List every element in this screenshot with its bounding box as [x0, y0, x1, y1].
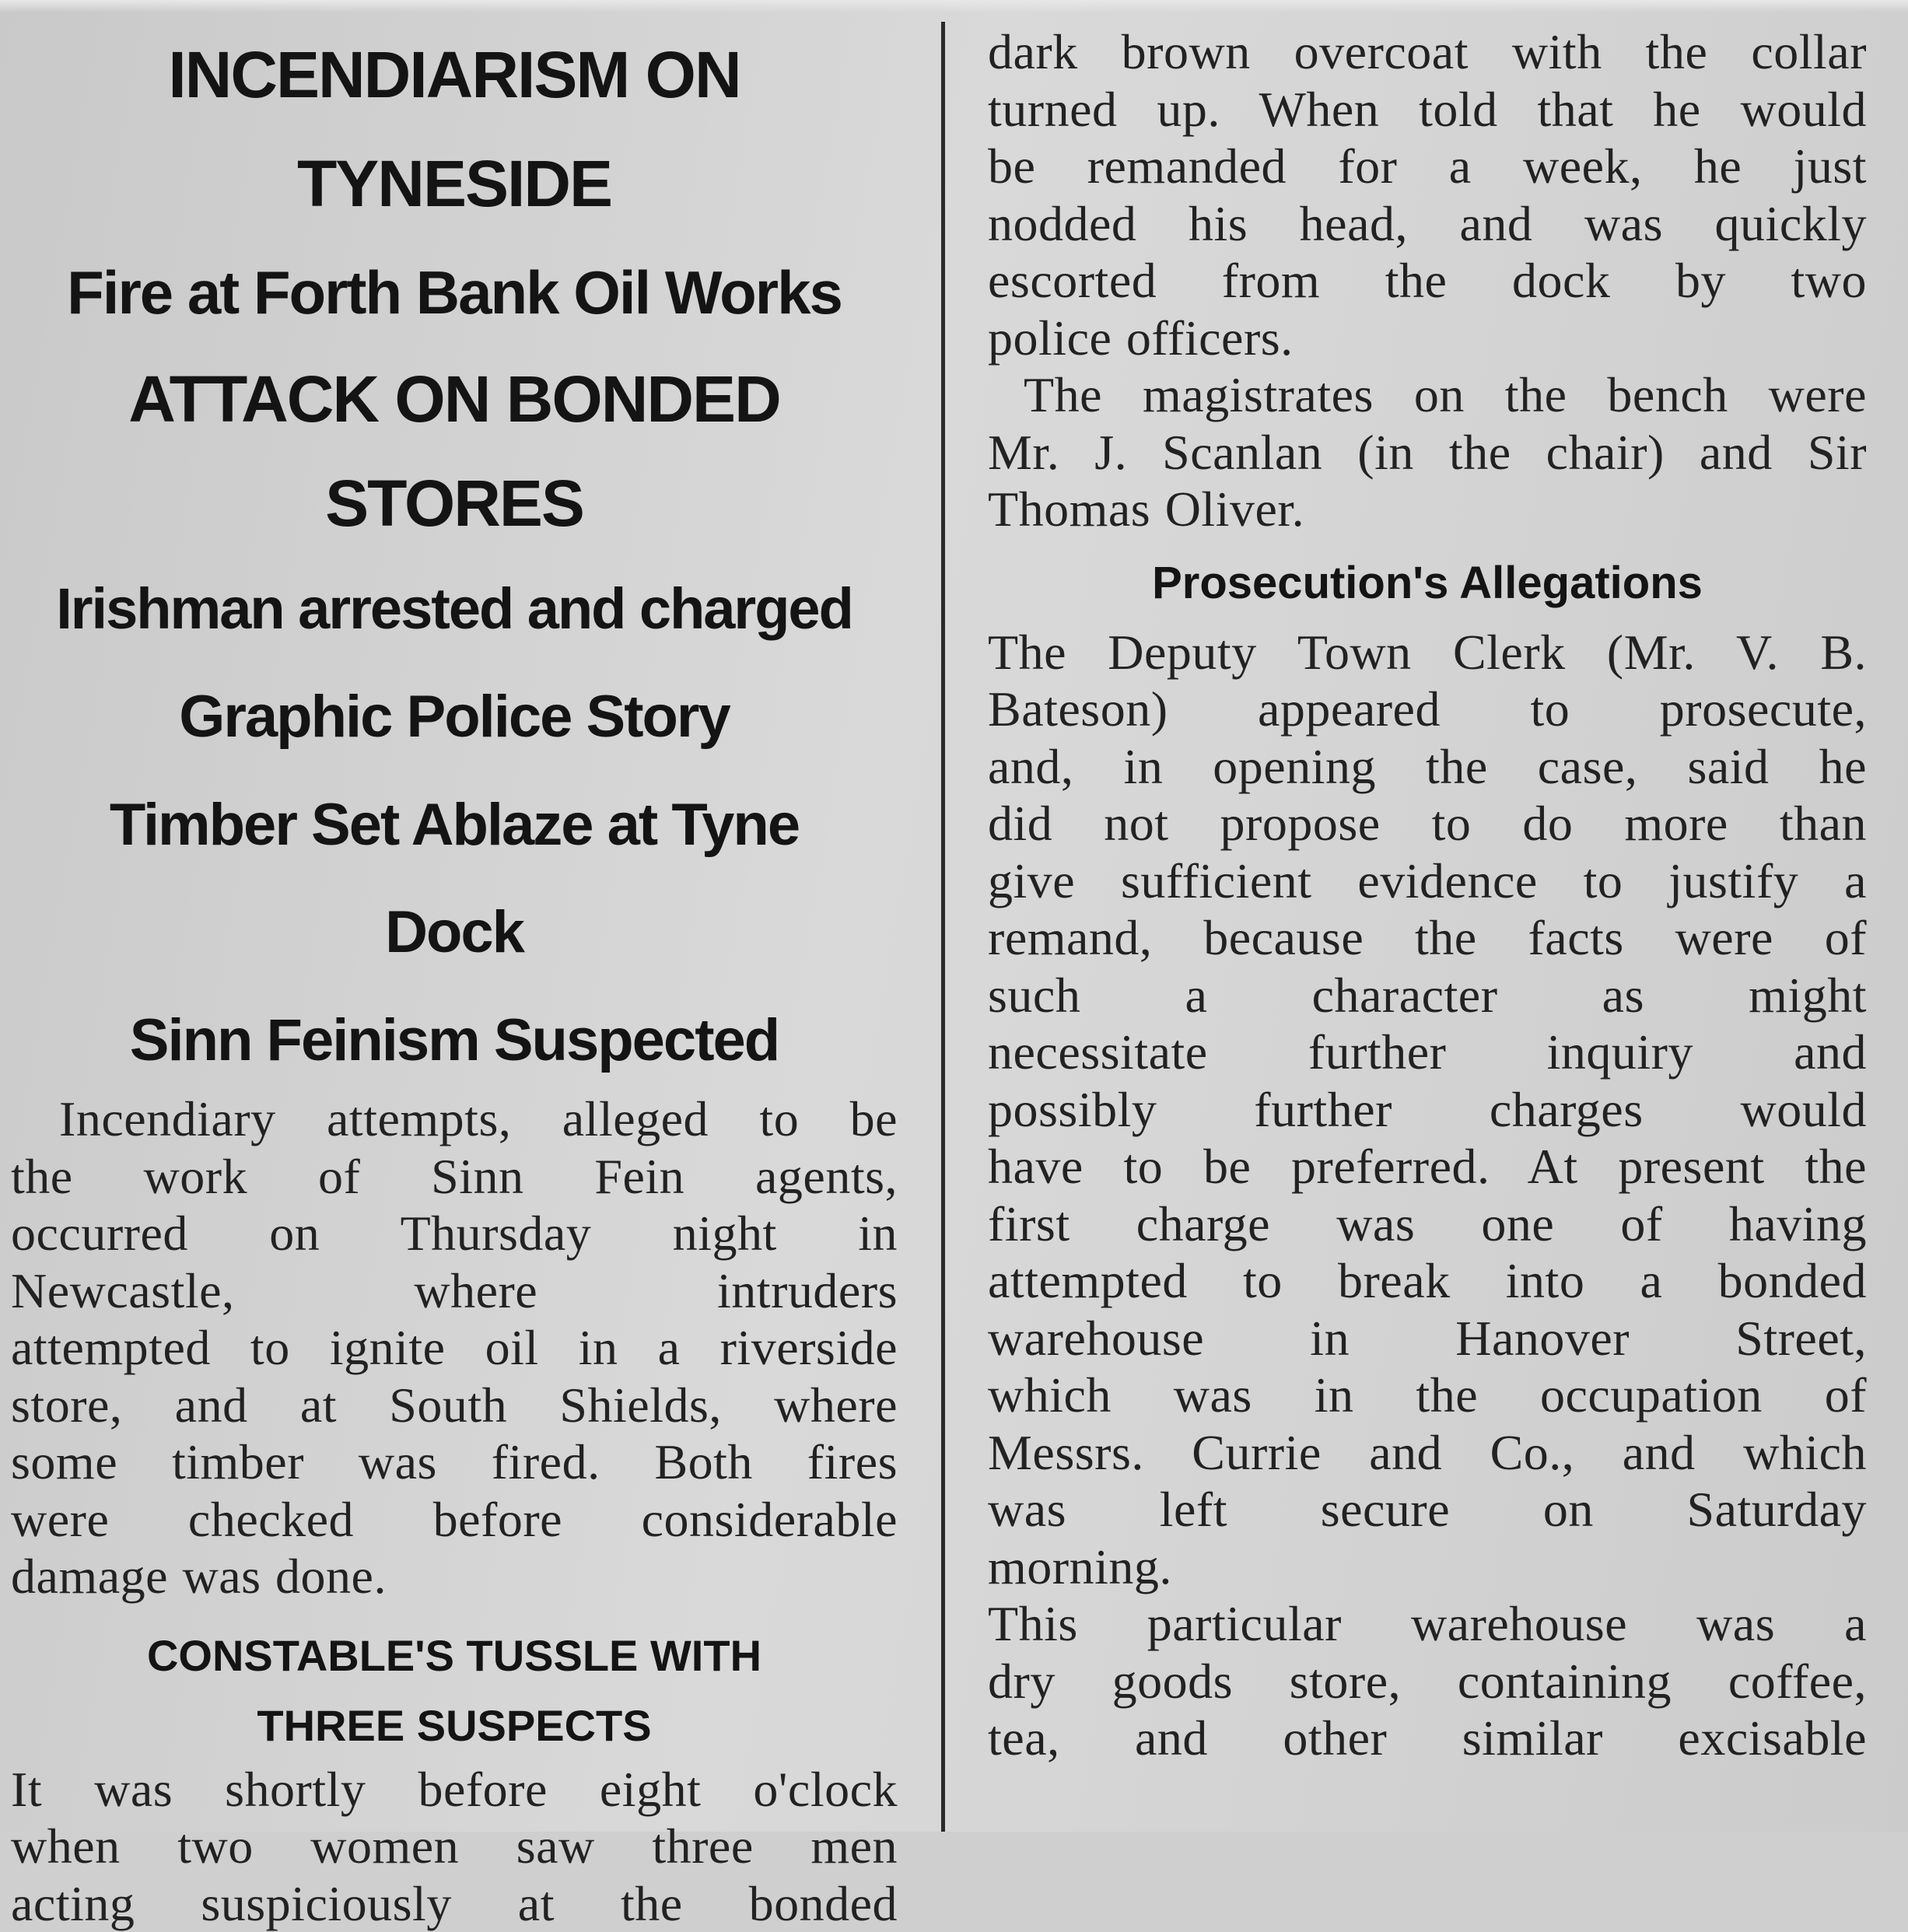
headline-stores: STORES	[11, 451, 898, 555]
text-line: when two women saw three men	[11, 1818, 898, 1875]
text-line: Bateson) appeared to prosecute,	[988, 681, 1867, 738]
text-line: necessitate further inquiry and	[988, 1024, 1867, 1081]
text-line: which was in the occupation of	[988, 1367, 1867, 1424]
headline-police-story: Graphic Police Story	[11, 663, 898, 772]
text-line: some timber was fired. Both fires	[11, 1433, 898, 1491]
right-column	[988, 0, 1867, 1767]
paragraph-magistrates	[988, 366, 1867, 538]
paragraph-warehouse	[988, 1595, 1867, 1767]
text-line: attempted to ignite oil in a riverside	[11, 1319, 898, 1377]
subhead-constable: CONSTABLE'S TUSSLE WITH	[11, 1621, 898, 1691]
subhead-suspects: THREE SUSPECTS	[11, 1691, 898, 1761]
text-line: Thomas Oliver.	[988, 481, 1867, 538]
text-line: attempted to break into a bonded	[988, 1252, 1867, 1310]
text-line: were checked before considerable	[11, 1491, 898, 1549]
text-line: It was shortly before eight o'clock	[11, 1761, 898, 1818]
headline-sinn-fein: Sinn Feinism Suspected	[11, 986, 898, 1095]
text-line: Newcastle, where intruders	[11, 1262, 898, 1320]
text-line: damage was done.	[11, 1548, 898, 1605]
text-line: turned up. When told that he would	[988, 81, 1867, 138]
text-line: and, in opening the case, said he	[988, 738, 1867, 796]
headline-attack: ATTACK ON BONDED	[11, 347, 898, 451]
text-line: possibly further charges would	[988, 1081, 1867, 1139]
headline-fire: Fire at Forth Bank Oil Works	[11, 238, 898, 347]
text-line: Messrs. Currie and Co., and which	[988, 1424, 1867, 1482]
text-line: remand, because the facts were of	[988, 909, 1867, 967]
text-line: be remanded for a week, he just	[988, 138, 1867, 195]
paragraph-remand	[988, 23, 1867, 366]
headline-irishman: Irishman arrested and charged	[11, 555, 898, 663]
text-line: the work of Sinn Fein agents,	[11, 1148, 898, 1206]
headline-timber: Timber Set Ablaze at Tyne	[11, 772, 898, 879]
headline-dock: Dock	[11, 879, 898, 986]
text-line: dark brown overcoat with the collar	[988, 23, 1867, 81]
text-line: morning.	[988, 1538, 1867, 1596]
text-line: police officers.	[988, 310, 1867, 367]
paragraph-prosecution	[988, 624, 1867, 1596]
left-column	[11, 0, 898, 1932]
headline-main: INCENDIARISM ON TYNESIDE	[11, 20, 898, 238]
text-line: warehouse in Hanover Street,	[988, 1310, 1867, 1367]
text-line: The Deputy Town Clerk (Mr. V. B.	[988, 624, 1867, 681]
text-line: nodded his head, and was quickly	[988, 195, 1867, 253]
text-line: escorted from the dock by two	[988, 252, 1867, 310]
text-line: tea, and other similar excisable	[988, 1710, 1867, 1767]
text-line: The magistrates on the bench were	[988, 366, 1867, 424]
text-line: occurred on Thursday night in	[11, 1205, 898, 1262]
text-line: Incendiary attempts, alleged to be	[11, 1090, 898, 1148]
text-line: such a character as might	[988, 967, 1867, 1024]
text-line: have to be preferred. At present the	[988, 1138, 1867, 1195]
column-rule	[941, 22, 945, 1832]
text-line: acting suspiciously at the bonded	[11, 1875, 898, 1932]
subhead-prosecution: Prosecution's Allegations	[988, 543, 1867, 624]
text-line: dry goods store, containing coffee,	[988, 1653, 1867, 1710]
text-line: first charge was one of having	[988, 1195, 1867, 1253]
text-line: This particular warehouse was a	[988, 1595, 1867, 1653]
intro-paragraph	[11, 1090, 898, 1605]
text-line: give sufficient evidence to justify a	[988, 852, 1867, 910]
text-line: did not propose to do more than	[988, 795, 1867, 852]
text-line: Mr. J. Scanlan (in the chair) and Sir	[988, 424, 1867, 481]
story-paragraph	[11, 1761, 898, 1932]
text-line: was left secure on Saturday	[988, 1481, 1867, 1538]
text-line: store, and at South Shields, where	[11, 1377, 898, 1434]
